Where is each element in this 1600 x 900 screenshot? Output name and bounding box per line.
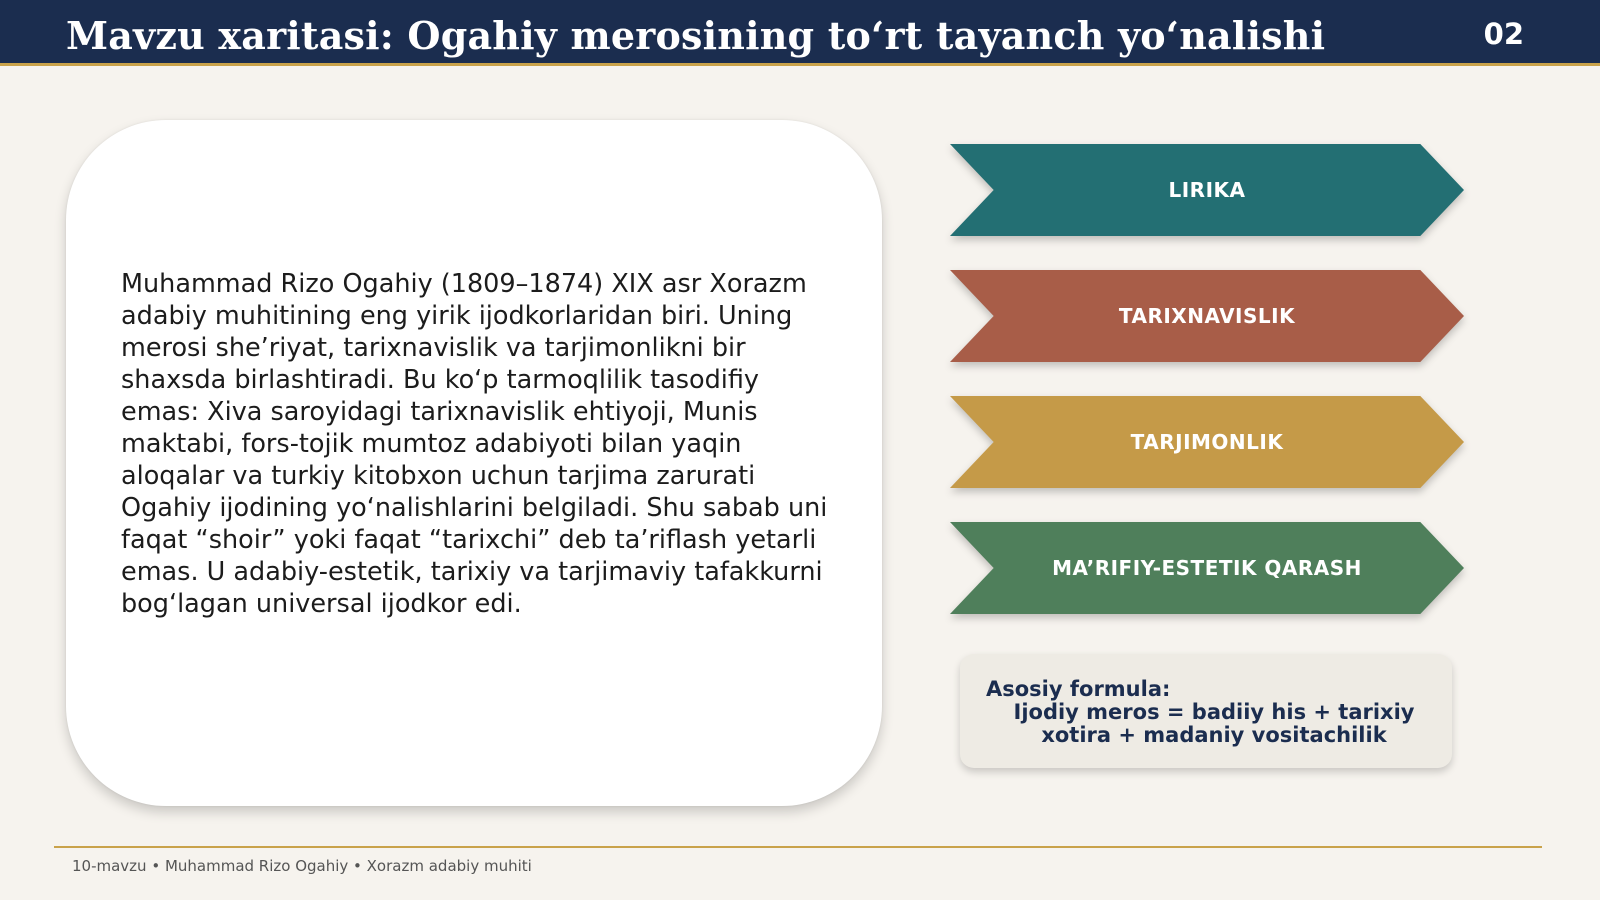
direction-label: TARIXNAVISLIK	[1118, 304, 1296, 328]
direction-arrow-tarixnavislik	[950, 270, 1464, 362]
footer-divider	[54, 846, 1542, 848]
text-card	[66, 120, 882, 806]
formula-box	[960, 654, 1452, 768]
direction-arrow-lirika	[950, 144, 1464, 236]
direction-arrow-tarjimonlik	[950, 396, 1464, 488]
header-bar	[0, 0, 1600, 66]
direction-label: LIRIKA	[1168, 178, 1246, 202]
direction-label: TARJIMONLIK	[1130, 430, 1284, 454]
main-paragraph: Muhammad Rizo Ogahiy (1809–1874) XIX asr Xorazm adabiy muhitining eng yirik ijodkorlaridan biri. Uning merosi she’riyat, tarixnavislik va tarjimonlikni bir shaxsda birlashtiradi. Bu ko‘p tarmoqlilik tasodifiy emas: Xiva saroyidagi tarixnavislik ehtiyoji, Munis maktabi, fors-tojik mumtoz adabiyoti bilan yaqin aloqalar va turkiy kitobxon uchun tarjima zarurati Ogahiy ijodining yo‘nalishlarini belgiladi. Shu sabab uni faqat “shoir” yoki faqat “tarixchi” deb ta’riflash yetarli emas. U adabiy-estetik, tarixiy va tarjimaviy tafakkurni bog‘lagan universal ijodkor edi.	[121, 269, 828, 619]
direction-arrow-marifiy-estetik	[950, 522, 1464, 614]
formula-text: Ijodiy meros = badiiy his + tarixiy xotira + madaniy vositachilik	[1013, 700, 1415, 747]
slide-number: 02	[1483, 17, 1524, 51]
slide-title: Mavzu xaritasi: Ogahiy merosining to‘rt tayanch yo‘nalishi	[66, 13, 1326, 58]
footer-caption: 10-mavzu • Muhammad Rizo Ogahiy • Xorazm adabiy muhiti	[72, 857, 532, 875]
direction-label: MA’RIFIY-ESTETIK QARASH	[1052, 556, 1362, 580]
formula-label: Asosiy formula:	[986, 677, 1171, 701]
